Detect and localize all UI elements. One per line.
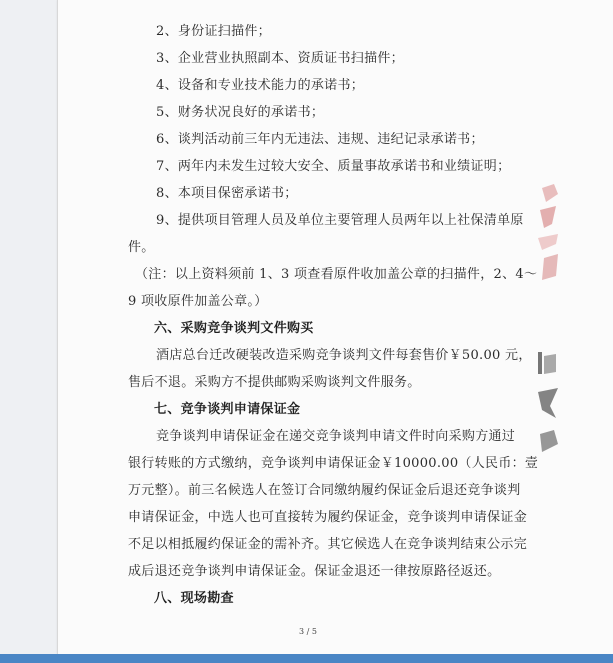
section-7-heading: 七、竞争谈判申请保证金 bbox=[154, 402, 301, 417]
section-7-paragraph-line-6: 成后退还竞争谈判申请保证金。保证金退还一律按原路径返还。 bbox=[128, 564, 501, 579]
list-item-5: 5、财务状况良好的承诺书； bbox=[156, 105, 325, 120]
seal-stamp-fragment-2 bbox=[536, 348, 560, 468]
list-item-9-continued: 件。 bbox=[128, 240, 155, 255]
list-item-2: 2、身份证扫描件； bbox=[156, 24, 271, 39]
seal-stamp-fragment bbox=[536, 180, 560, 290]
section-6-paragraph-line-1: 酒店总台迁改硬装改造采购竞争谈判文件每套售价￥50.00 元， bbox=[156, 348, 532, 363]
document-page bbox=[57, 0, 613, 654]
list-item-3: 3、企业营业执照副本、资质证书扫描件； bbox=[156, 51, 404, 66]
section-7-paragraph-line-1: 竞争谈判申请保证金在递交竞争谈判申请文件时向采购方通过 bbox=[156, 429, 516, 444]
section-7-paragraph-line-5: 不足以相抵履约保证金的需补齐。其它候选人在竞争谈判结束公示完 bbox=[128, 537, 528, 552]
section-6-heading: 六、采购竞争谈判文件购买 bbox=[154, 321, 314, 336]
page-number: 3 / 5 bbox=[299, 627, 317, 636]
note-text: （注：以上资料须前 1、3 项查看原件收加盖公章的扫描件，2、4～ bbox=[135, 267, 538, 282]
section-8-heading: 八、现场勘查 bbox=[154, 591, 234, 606]
note-text-continued: 9 项收原件加盖公章。） bbox=[128, 294, 268, 309]
list-item-8: 8、本项目保密承诺书； bbox=[156, 186, 298, 201]
section-7-paragraph-line-3: 万元整）。前三名候选人在签订合同缴纳履约保证金后退还竞争谈判 bbox=[128, 483, 521, 498]
list-item-9: 9、提供项目管理人员及单位主要管理人员两年以上社保清单原 bbox=[156, 213, 524, 228]
section-7-paragraph-line-4: 申请保证金，中选人也可直接转为履约保证金，竞争谈判申请保证金 bbox=[128, 510, 528, 525]
list-item-7: 7、两年内未发生过较大安全、质量事故承诺书和业绩证明； bbox=[156, 159, 511, 174]
bottom-bar bbox=[0, 654, 613, 663]
section-6-paragraph-line-2: 售后不退。采购方不提供邮购采购谈判文件服务。 bbox=[128, 375, 421, 390]
list-item-4: 4、设备和专业技术能力的承诺书； bbox=[156, 78, 365, 93]
section-7-paragraph-line-2: 银行转账的方式缴纳，竞争谈判申请保证金￥10000.00（人民币：壹 bbox=[128, 456, 539, 471]
list-item-6: 6、谈判活动前三年内无违法、违规、违纪记录承诺书； bbox=[156, 132, 484, 147]
